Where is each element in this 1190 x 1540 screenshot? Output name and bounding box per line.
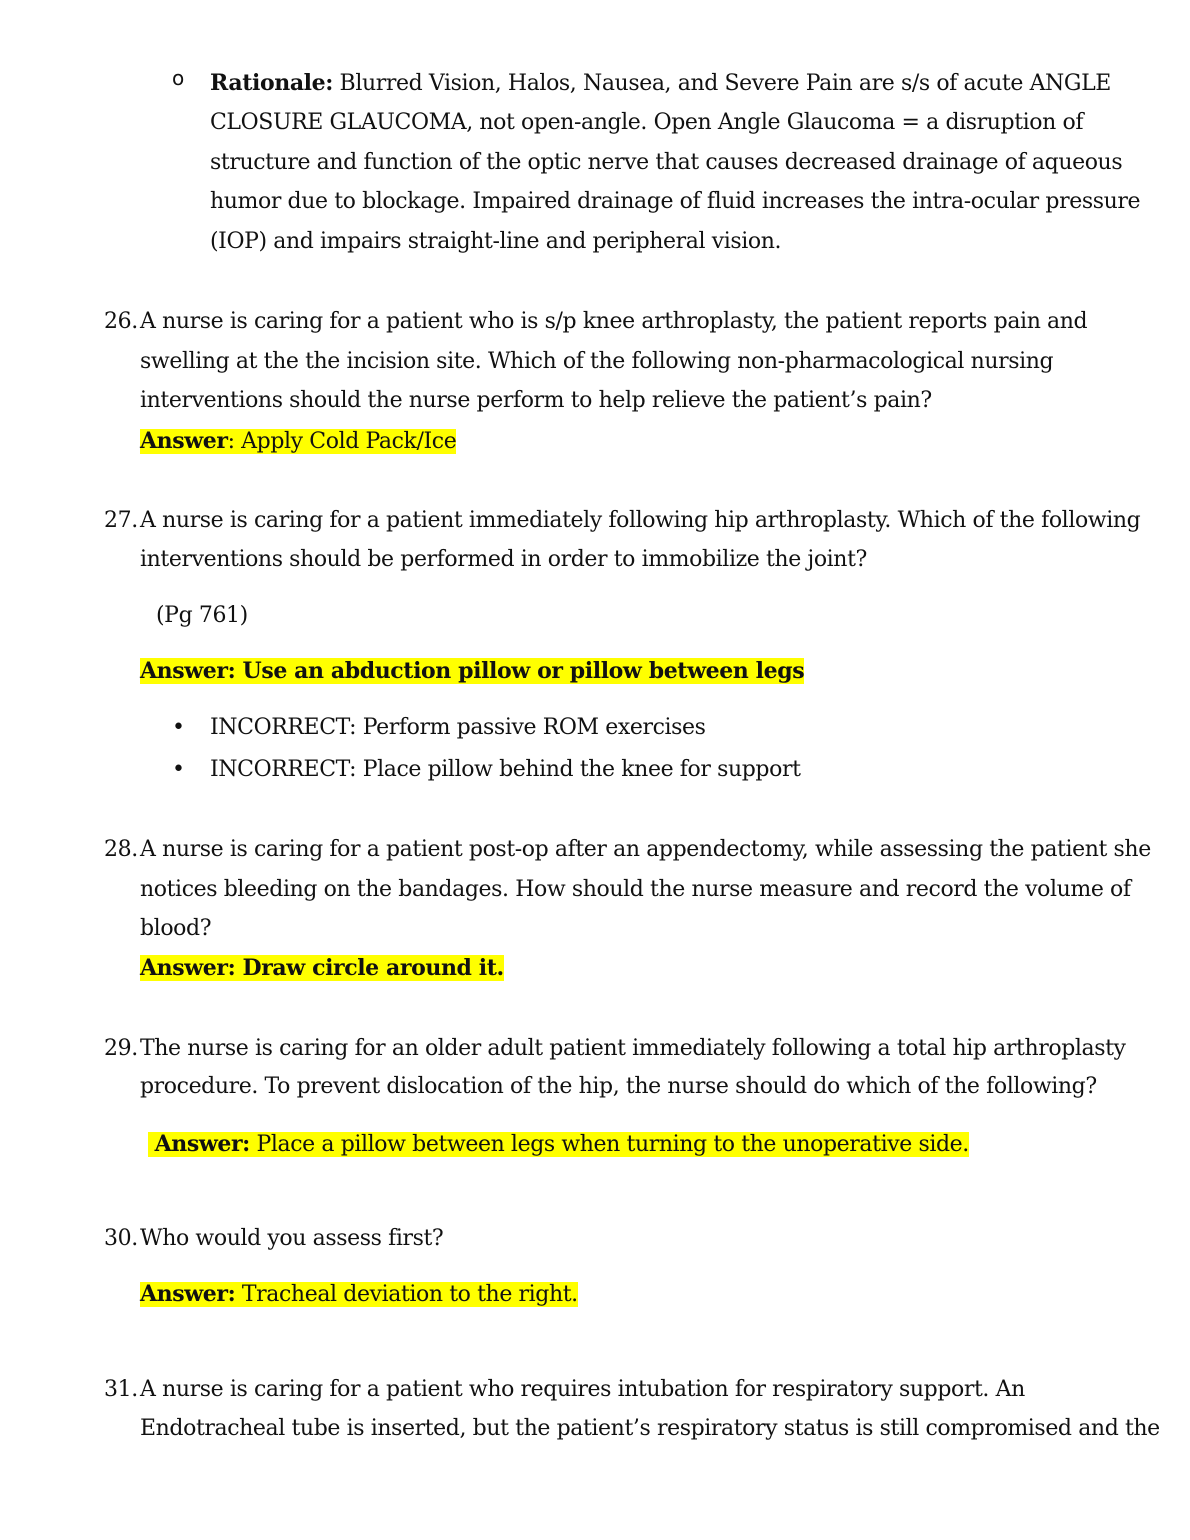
answer-text: Answer: Draw circle around it. xyxy=(140,955,504,981)
answer-label: Answer: xyxy=(140,1281,236,1307)
answer-text: Tracheal deviation to the right. xyxy=(235,1282,578,1307)
question-27 xyxy=(0,501,1190,791)
question-line: interventions should the nurse perform to help relieve the patient’s pain? xyxy=(140,388,932,413)
question-line: A nurse is caring for a patient post-op after an appendectomy, while assessing the patient she xyxy=(140,837,1151,862)
question-number: 27. xyxy=(104,508,138,533)
question-number: 30. xyxy=(104,1226,138,1251)
answer-line xyxy=(148,1124,969,1165)
answer-text: Answer: Use an abduction pillow or pillow between legs xyxy=(140,658,805,684)
question-line: The nurse is caring for an older adult patient immediately following a total hip arthroplasty xyxy=(140,1036,1126,1061)
rationale-label: Rationale: xyxy=(210,70,333,96)
hollow-bullet-icon: o xyxy=(172,66,185,90)
bullet-icon: • xyxy=(172,757,185,782)
answer-line xyxy=(140,421,456,462)
question-line: A nurse is caring for a patient who requires intubation for respiratory support. An xyxy=(140,1377,1025,1402)
rationale-line-5: (IOP) and impairs straight-line and peripheral vision. xyxy=(210,229,782,254)
answer-line xyxy=(140,948,504,989)
answer-label: Answer xyxy=(140,428,228,454)
answer-text: : Apply Cold Pack/Ice xyxy=(227,429,457,454)
bullet-icon: • xyxy=(172,715,185,740)
question-line: Who would you assess first? xyxy=(140,1226,444,1251)
rationale-line-3: structure and function of the optic nerve that causes decreased drainage of aqueous xyxy=(210,150,1123,175)
question-31 xyxy=(0,1370,1190,1460)
question-30 xyxy=(0,1219,1190,1329)
question-number: 29. xyxy=(104,1036,138,1061)
question-line: A nurse is caring for a patient immediately following hip arthroplasty. Which of the following xyxy=(140,508,1141,533)
answer-text: Place a pillow between legs when turning to the unoperative side. xyxy=(249,1132,969,1157)
question-29 xyxy=(0,1029,1190,1169)
question-line: interventions should be performed in order to immobilize the joint? xyxy=(140,547,867,572)
page-reference: (Pg 761) xyxy=(156,603,248,628)
question-26 xyxy=(0,302,1190,472)
answer-line xyxy=(140,1274,578,1315)
question-line: swelling at the the incision site. Which of the following non-pharmacological nursing xyxy=(140,349,1054,374)
question-line: Endotracheal tube is inserted, but the patient’s respiratory status is still compromised and the xyxy=(140,1416,1160,1441)
answer-label: Answer: xyxy=(154,1131,250,1157)
answer-line xyxy=(140,651,804,692)
question-line: blood? xyxy=(140,916,212,941)
rationale-line-2: CLOSURE GLAUCOMA, not open-angle. Open Angle Glaucoma = a disruption of xyxy=(210,110,1084,135)
question-line: A nurse is caring for a patient who is s/p knee arthroplasty, the patient reports pain and xyxy=(140,309,1088,334)
question-number: 26. xyxy=(104,309,138,334)
bullet-item: INCORRECT: Perform passive ROM exercises xyxy=(210,715,706,740)
question-line: procedure. To prevent dislocation of the hip, the nurse should do which of the following? xyxy=(140,1074,1097,1099)
question-number: 31. xyxy=(104,1377,138,1402)
bullet-item: INCORRECT: Place pillow behind the knee for support xyxy=(210,757,801,782)
rationale-line-1: Rationale: Blurred Vision, Halos, Nausea, and Severe Pain are s/s of acute ANGLE xyxy=(210,70,1111,96)
question-number: 28. xyxy=(104,837,138,862)
question-28 xyxy=(0,830,1190,1000)
question-line: notices bleeding on the bandages. How should the nurse measure and record the volume of xyxy=(140,877,1131,902)
rationale-line-4: humor due to blockage. Impaired drainage of fluid increases the intra-ocular pressure xyxy=(210,189,1141,214)
